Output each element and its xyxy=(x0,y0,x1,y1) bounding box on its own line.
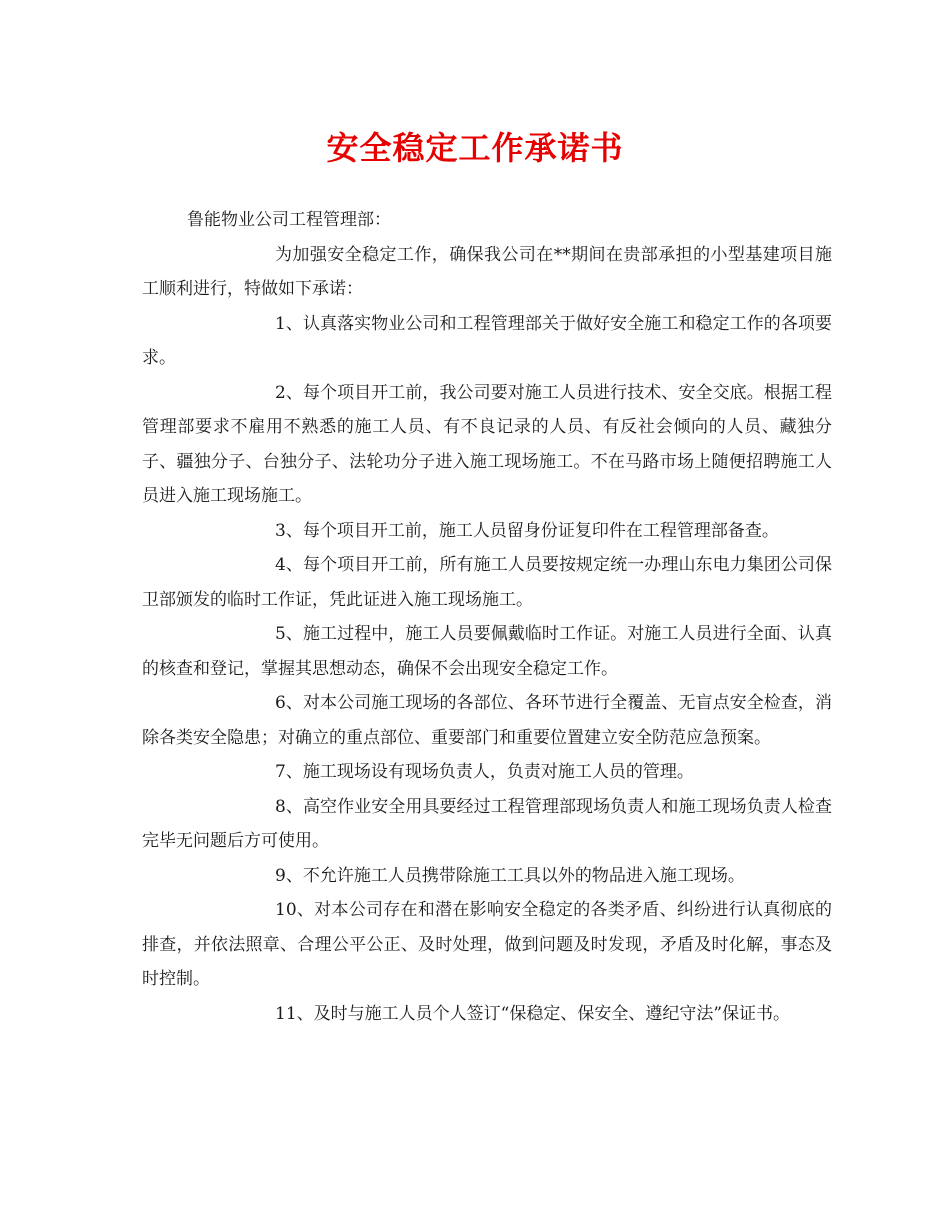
paragraph-item-1: 1、认真落实物业公司和工程管理部关于做好安全施工和稳定工作的各项要求。 xyxy=(142,313,832,368)
paragraph-item-5: 5、施工过程中，施工人员要佩戴临时工作证。对施工人员进行全面、认真的核查和登记，掌握其思想动态，确保不会出现安全稳定工作。 xyxy=(142,624,832,679)
document-title: 安全稳定工作承诺书 xyxy=(326,129,624,167)
paragraph-item-2: 2、每个项目开工前，我公司要对施工人员进行技术、安全交底。根据工程管理部要求不雇用不熟悉的施工人员、有不良记录的人员、有反社会倾向的人员、藏独分子、疆独分子、台独分子、法轮功分子进入施工现场施工。不在马路市场上随便招聘施工人员进入施工现场施工。 xyxy=(142,382,832,506)
paragraph-item-6: 6、对本公司施工现场的各部位、各环节进行全覆盖、无盲点安全检查，消除各类安全隐患；对确立的重点部位、重要部门和重要位置建立安全防范应急预案。 xyxy=(142,693,832,748)
paragraph-item-3: 3、每个项目开工前，施工人员留身份证复印件在工程管理部备查。 xyxy=(275,520,779,541)
paragraph-intro: 为加强安全稳定工作，确保我公司在**期间在贵部承担的小型基建项目施工顺利进行，特做如下承诺： xyxy=(142,244,832,299)
paragraph-item-11: 11、及时与施工人员个人签订“保稳定、保安全、遵纪守法”保证书。 xyxy=(275,1003,791,1024)
paragraph-item-10: 10、对本公司存在和潜在影响安全稳定的各类矛盾、纠纷进行认真彻底的排查，并依法照章、合理公平公正、及时处理，做到问题及时发现，矛盾及时化解，事态及时控制。 xyxy=(142,900,832,989)
salutation: 鲁能物业公司工程管理部： xyxy=(187,210,391,230)
paragraph-item-8: 8、高空作业安全用具要经过工程管理部现场负责人和施工现场负责人检查完毕无问题后方可使用。 xyxy=(142,796,832,851)
paragraph-item-4: 4、每个项目开工前，所有施工人员要按规定统一办理山东电力集团公司保卫部颁发的临时工作证，凭此证进入施工现场施工。 xyxy=(142,555,832,610)
paragraph-item-7: 7、施工现场设有现场负责人，负责对施工人员的管理。 xyxy=(275,762,694,782)
paragraph-item-9: 9、不允许施工人员携带除施工工具以外的物品进入施工现场。 xyxy=(275,865,745,886)
document-body xyxy=(142,203,832,1031)
